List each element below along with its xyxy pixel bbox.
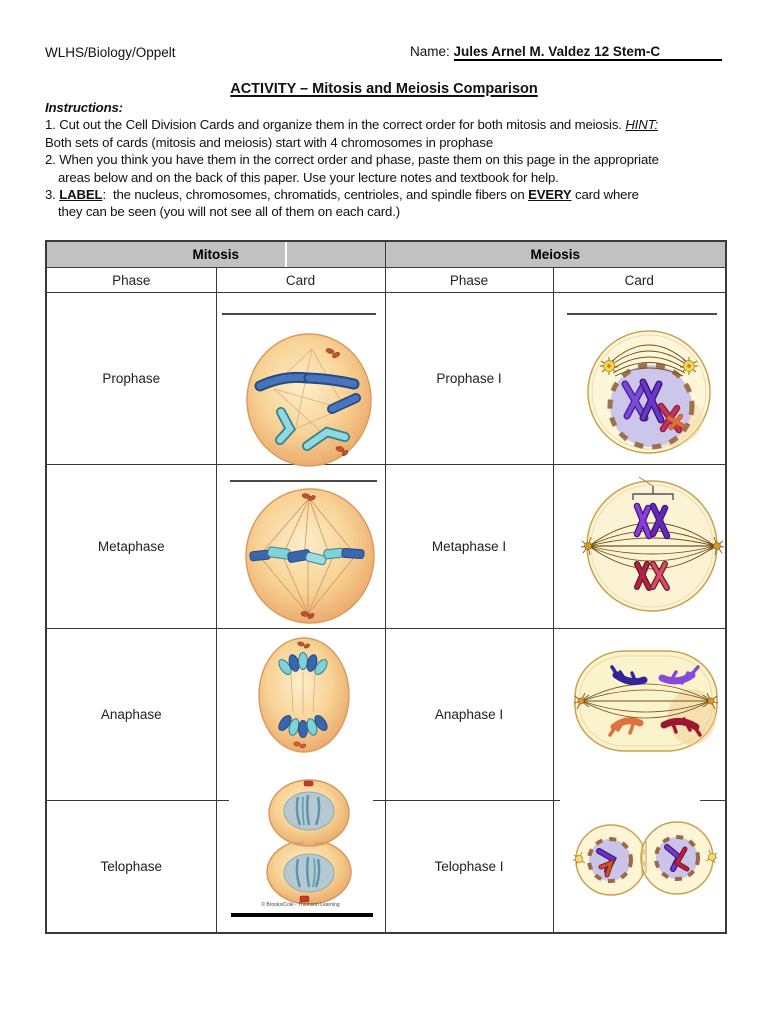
page-title: ACTIVITY – Mitosis and Meiosis Comparison xyxy=(230,81,538,97)
meiosis-metaphase-1-cell-image xyxy=(581,470,724,617)
card-white-overlap-patch xyxy=(560,794,700,805)
course-header: WLHS/Biology/Oppelt xyxy=(45,45,176,60)
phase-cell-mitosis-metaphase: Metaphase xyxy=(47,465,217,629)
instruction-3-line-2: they can be seen (you will not see all of them on each card.) xyxy=(58,204,400,220)
phase-cell-meiosis-prophase-1: Prophase I xyxy=(386,293,554,465)
instruction-1-line-2: Both sets of cards (mitosis and meiosis) start with 4 chromosomes in prophase xyxy=(45,134,493,150)
student-name-value: Jules Arnel M. Valdez 12 Stem-C xyxy=(454,44,722,61)
card-cut-line xyxy=(222,313,376,315)
name-label: Name: xyxy=(410,44,450,59)
group-header-mitosis: Mitosis xyxy=(47,242,386,268)
column-header-meiosis-card: Card xyxy=(554,268,726,293)
phase-cell-meiosis-metaphase-1: Metaphase I xyxy=(386,465,554,629)
phase-cell-mitosis-prophase: Prophase xyxy=(47,293,217,465)
card-cut-line xyxy=(230,480,377,482)
card-cut-line xyxy=(567,313,717,315)
instructions-block xyxy=(45,99,745,221)
card-cell-mitosis-prophase xyxy=(217,293,386,465)
meiosis-prophase-1-cell-image xyxy=(585,326,713,463)
card-source-caption: © Brooks/Cole - Thomson Learning xyxy=(261,902,340,908)
instruction-3-line-1: 3. LABEL: the nucleus, chromosomes, chromatids, centrioles, and spindle fibers on EVERY card where xyxy=(45,187,639,203)
instruction-1-line-1: 1. Cut out the Cell Division Cards and organize them in the correct order for both mitosis and meiosis. HINT: xyxy=(45,117,659,133)
card-cell-mitosis-telophase xyxy=(217,801,386,932)
mitosis-telophase-cell-image xyxy=(256,777,363,905)
hint-label: HINT: xyxy=(625,117,659,133)
meiosis-telophase-1-cell-image xyxy=(573,813,717,904)
instruction-2-line-2: areas below and on the back of this paper. Use your lecture notes and textbook for help. xyxy=(58,169,559,185)
group-header-meiosis: Meiosis xyxy=(386,242,726,268)
instructions-heading: Instructions: xyxy=(45,100,123,115)
every-keyword: EVERY xyxy=(528,187,572,203)
column-header-mitosis-card: Card xyxy=(217,268,386,293)
card-cell-meiosis-telophase-1 xyxy=(554,801,726,932)
card-cell-meiosis-metaphase-1 xyxy=(554,465,726,629)
phase-cell-meiosis-anaphase-1: Anaphase I xyxy=(386,629,554,801)
phase-cell-mitosis-anaphase: Anaphase xyxy=(47,629,217,801)
name-line xyxy=(410,44,722,61)
header-white-divider-artifact xyxy=(285,242,287,267)
meiosis-anaphase-1-cell-image xyxy=(570,645,722,758)
column-header-meiosis-phase: Phase xyxy=(386,268,554,293)
card-cell-mitosis-metaphase xyxy=(217,465,386,629)
mitosis-prophase-cell-image xyxy=(244,329,374,469)
mitosis-anaphase-cell-image xyxy=(255,634,353,756)
card-cell-meiosis-prophase-1 xyxy=(554,293,726,465)
telophase-card-underline xyxy=(231,913,373,917)
instruction-2-line-1: 2. When you think you have them in the correct order and phase, paste them on this page in the appropriate xyxy=(45,152,659,168)
card-cell-mitosis-anaphase xyxy=(217,629,386,801)
label-keyword: LABEL xyxy=(59,187,103,203)
mitosis-metaphase-cell-image xyxy=(242,485,378,627)
phase-cell-mitosis-telophase: Telophase xyxy=(47,801,217,932)
comparison-table xyxy=(45,240,727,934)
card-cell-meiosis-anaphase-1 xyxy=(554,629,726,801)
phase-cell-meiosis-telophase-1: Telophase I xyxy=(386,801,554,932)
column-header-mitosis-phase: Phase xyxy=(47,268,217,293)
